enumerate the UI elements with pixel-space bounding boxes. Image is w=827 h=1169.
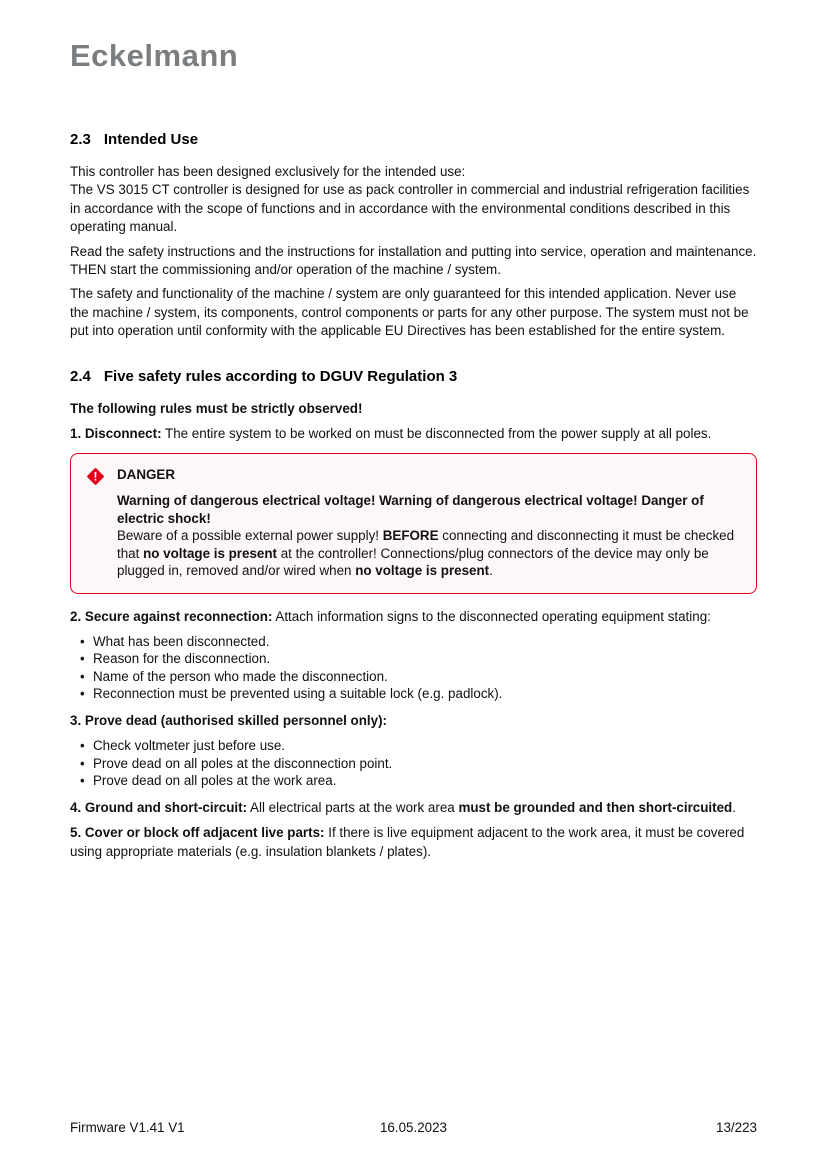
rule-1-disconnect: 1. Disconnect: The entire system to be worked on must be disconnected from the power supply at all poles.	[70, 426, 712, 442]
svg-text:!: !	[93, 470, 98, 485]
intended-use-paragraph-1: This controller has been designed exclusively for the intended use: The VS 3015 CT controller is designed for use as pack controller in commercial and industrial refrigeration facilities in accordance with the scope of functions and in accordance with the environmental conditions described in this operating manual.	[70, 164, 750, 235]
section-2-3-title: Intended Use	[103, 131, 199, 148]
list-item: • Reconnection must be prevented using a suitable lock (e.g. padlock).	[80, 685, 757, 703]
list-item: • What has been disconnected.	[80, 633, 757, 651]
list-item: • Name of the person who made the disconnection.	[80, 668, 757, 686]
section-2-4-title: Five safety rules according to DGUV Regulation 3	[103, 367, 458, 385]
list-item: • Prove dead on all poles at the work area.	[80, 772, 757, 790]
danger-admonition	[70, 453, 757, 593]
danger-content	[117, 465, 740, 579]
rule-5-cover-adjacent-live-parts: 5. Cover or block off adjacent live parts: If there is live equipment adjacent to the work area, it must be covered using appropriate materials (e.g. insulation blankets / plates).	[70, 825, 745, 859]
danger-label: DANGER	[117, 467, 176, 483]
danger-heading: Warning of dangerous electrical voltage! Warning of dangerous electrical voltage! Danger of electric shock!	[117, 493, 704, 526]
footer-firmware-version: Firmware V1.41 V1	[70, 1120, 185, 1135]
rule-2-secure-against-reconnection: 2. Secure against reconnection: Attach information signs to the disconnected operating equipment stating:	[70, 608, 711, 624]
list-item: • Reason for the disconnection.	[80, 650, 757, 668]
danger-body: Beware of a possible external power supply! BEFORE connecting and disconnecting it must be checked that no voltage is present at the controller! Connections/plug connectors of the device may only be plugged in, removed and/or wired when no voltage is present.	[117, 528, 735, 579]
rule-3-prove-dead: 3. Prove dead (authorised skilled personnel only):	[70, 712, 387, 728]
footer	[70, 1120, 757, 1135]
rule-2-bullet-list	[70, 633, 757, 703]
rule-4-ground-and-short-circuit: 4. Ground and short-circuit: All electrical parts at the work area must be grounded and then short-circuited.	[70, 799, 736, 815]
rule-3-bullet-list	[70, 737, 757, 790]
danger-diamond-icon	[85, 465, 106, 492]
section-2-3-number: 2.3	[70, 131, 91, 148]
section-2-3-heading	[70, 131, 757, 148]
rules-intro: The following rules must be strictly observed!	[70, 400, 363, 416]
list-item: • Check voltmeter just before use.	[80, 737, 757, 755]
intended-use-paragraph-3: The safety and functionality of the machine / system are only guaranteed for this intended application. Never use the machine / system, its components, control components or parts for any other purpose. The system must not be put into operation until conformity with the applicable EU Directives has been established for the entire system.	[70, 286, 749, 339]
list-item: • Prove dead on all poles at the disconnection point.	[80, 755, 757, 773]
eckelmann-logo: Eckelmann	[70, 38, 239, 73]
section-2-4-heading	[70, 368, 757, 385]
intended-use-paragraph-2: Read the safety instructions and the instructions for installation and putting into service, operation and maintenance. THEN start the commissioning and/or operation of the machine / system.	[70, 243, 757, 278]
footer-date: 16.05.2023	[379, 1120, 448, 1135]
footer-page-number: 13/223	[716, 1120, 757, 1135]
section-2-4-number: 2.4	[70, 367, 91, 385]
